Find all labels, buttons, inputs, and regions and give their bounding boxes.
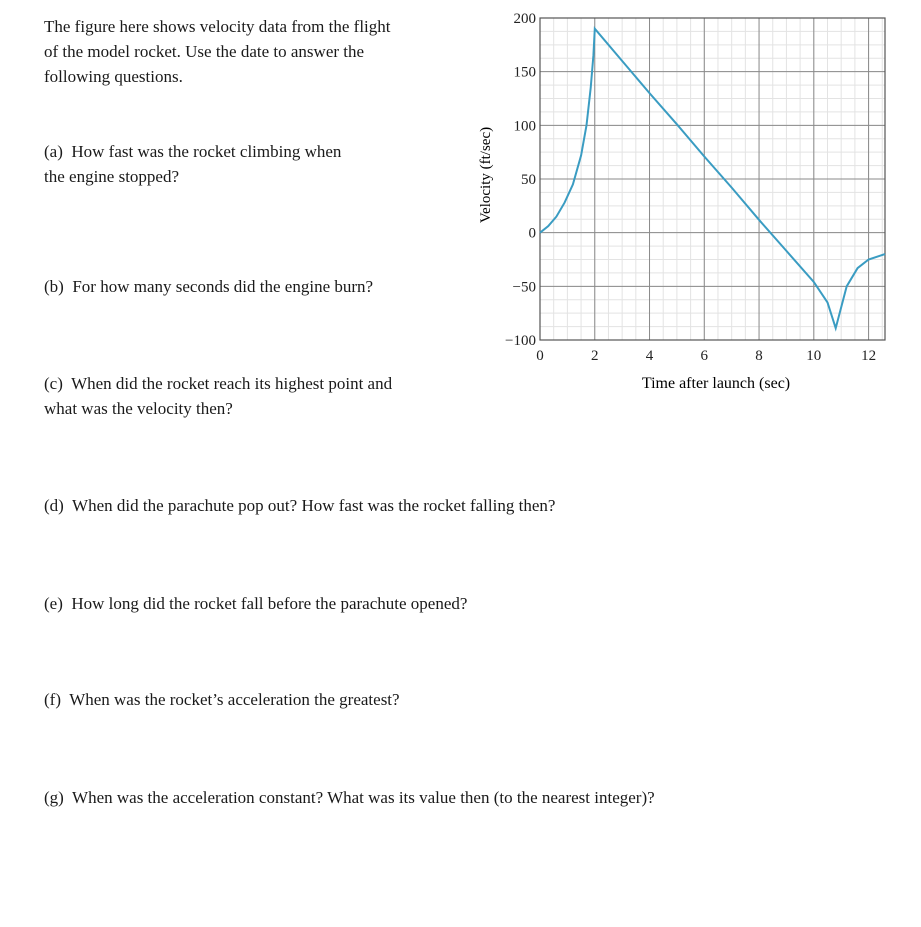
velocity-series-line	[540, 29, 885, 329]
x-axis-ticks	[536, 348, 876, 364]
intro-paragraph	[44, 14, 464, 89]
question-b	[44, 274, 373, 299]
question-c	[44, 371, 474, 421]
x-tick-label: 12	[861, 348, 877, 364]
question-a-line-2: the engine stopped?	[44, 167, 180, 186]
question-c-line-1: (c) When did the rocket reach its highest point and	[44, 374, 393, 393]
question-b-line-1: (b) For how many seconds did the engine burn?	[44, 277, 374, 296]
y-tick-label: 100	[513, 118, 536, 135]
y-tick-label: 150	[513, 64, 536, 81]
x-tick-label: 2	[591, 348, 599, 364]
x-tick-label: 8	[755, 348, 763, 364]
question-e-line-1: (e) How long did the rocket fall before the parachute opened?	[44, 594, 468, 613]
x-axis-label: Time after launch (sec)	[641, 375, 791, 392]
intro-line-2: of the model rocket. Use the date to answer the	[44, 42, 365, 61]
question-a	[44, 139, 424, 189]
x-tick-label: 10	[806, 348, 822, 364]
y-tick-label: −50	[512, 279, 536, 296]
x-tick-label: 6	[700, 348, 709, 364]
x-tick-label: 0	[536, 348, 544, 364]
question-c-line-2: what was the velocity then?	[44, 399, 233, 418]
question-g-line-1: (g) When was the acceleration constant? What was its value then (to the nearest integer)?	[44, 788, 655, 807]
y-tick-label: 0	[528, 225, 536, 242]
y-tick-label: −100	[505, 333, 536, 349]
velocity-chart	[468, 0, 908, 400]
intro-line-1: The figure here shows velocity data from the flight	[44, 17, 391, 36]
question-d-line-1: (d) When did the parachute pop out? How fast was the rocket falling then?	[44, 496, 556, 515]
question-d	[44, 493, 555, 518]
question-g	[44, 785, 655, 810]
intro-line-3: following questions.	[44, 67, 183, 86]
question-e	[44, 591, 467, 616]
question-f	[44, 687, 400, 712]
question-a-line-1: (a) How fast was the rocket climbing when	[44, 142, 342, 161]
y-tick-label: 50	[521, 172, 536, 188]
y-axis-label: Velocity (ft/sec)	[478, 126, 494, 224]
x-tick-label: 4	[645, 348, 654, 364]
y-tick-label: 200	[513, 11, 536, 27]
y-axis-ticks	[505, 11, 536, 349]
question-f-line-1: (f) When was the rocket’s acceleration the greatest?	[44, 690, 400, 709]
